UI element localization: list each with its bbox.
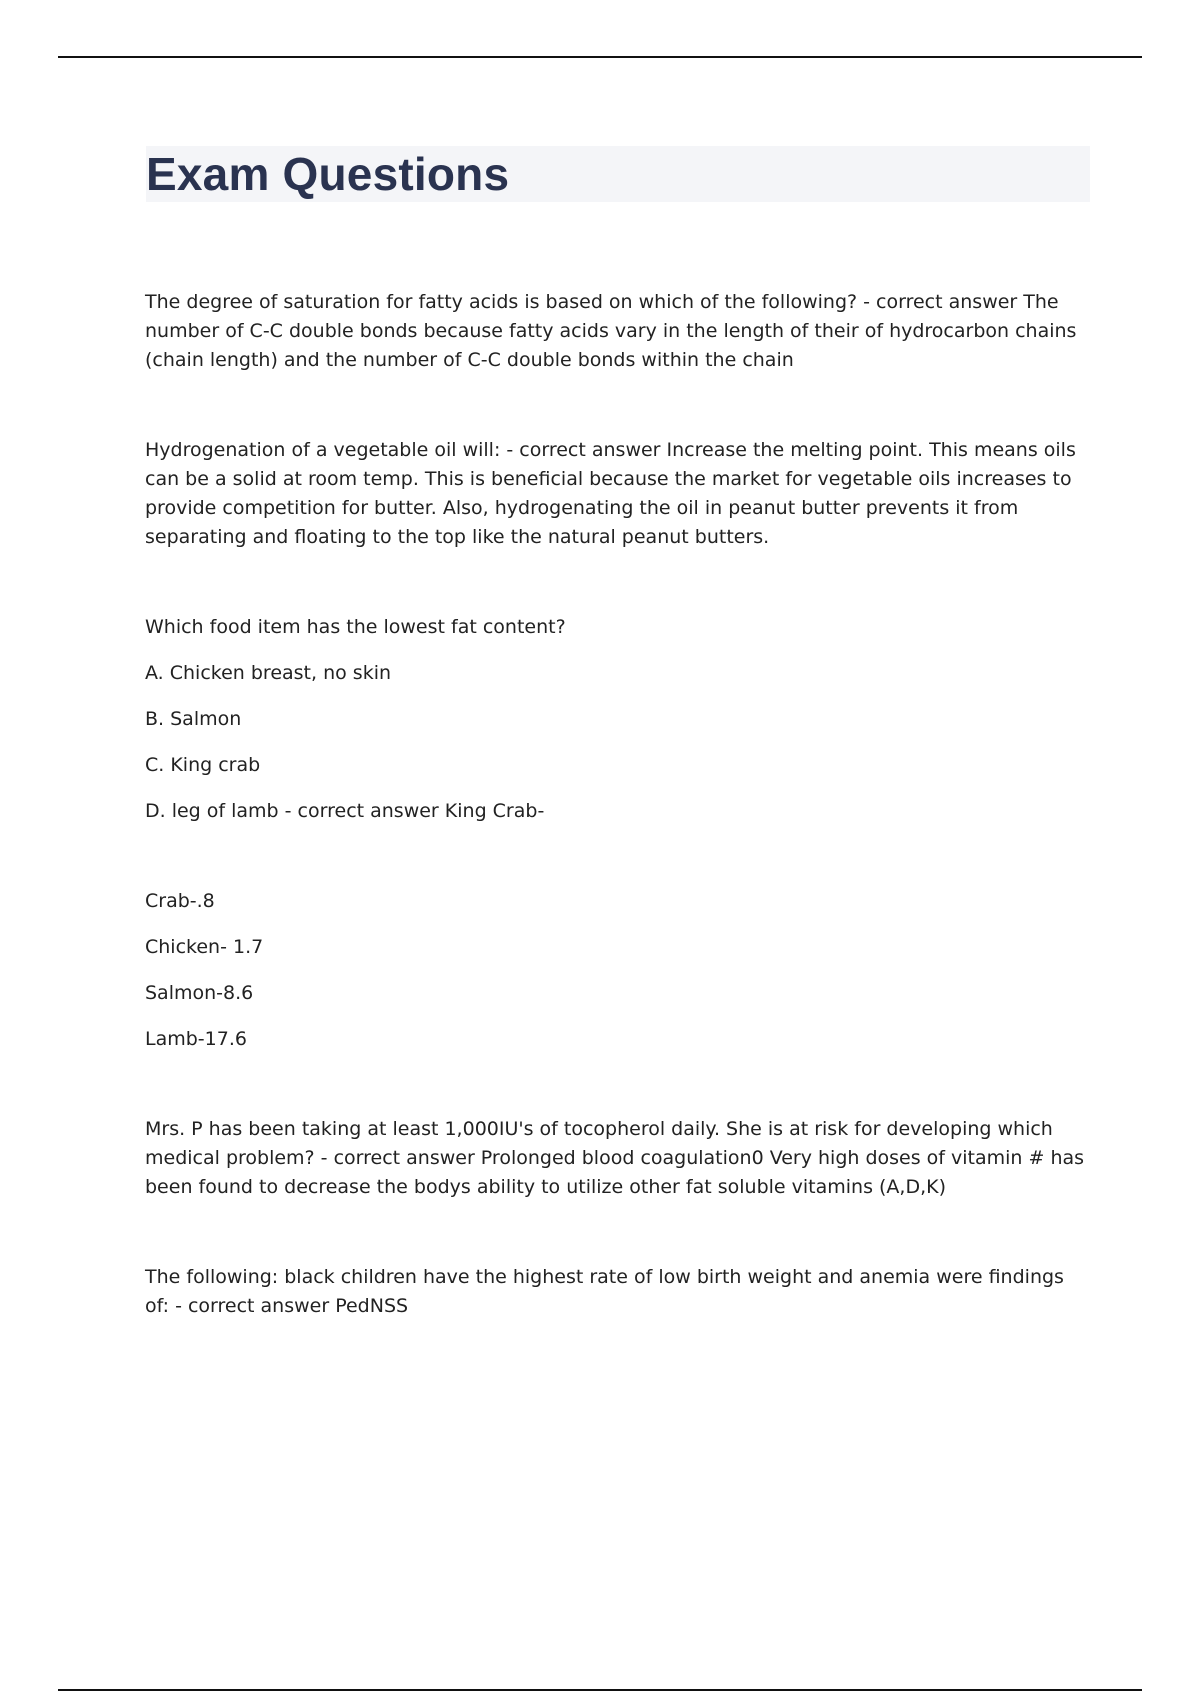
- bottom-rule: [58, 1689, 1142, 1691]
- question-4: Mrs. P has been taking at least 1,000IU's of tocopherol daily. She is at risk for developing which medical problem? - correct answer Prolonged blood coagulation0 Very high doses of vitamin # has been found to decrease the bodys ability to utilize other fat soluble vitamins (A,D,K): [145, 1118, 1085, 1198]
- question-5: The following: black children have the highest rate of low birth weight and anemia were findings of: - correct answer PedNSS: [145, 1266, 1064, 1317]
- question-3: Which food item has the lowest fat content?: [145, 616, 566, 638]
- value-salmon: Salmon-8.6: [145, 982, 254, 1004]
- value-lamb: Lamb-17.6: [145, 1028, 247, 1050]
- option-b: B. Salmon: [145, 708, 242, 730]
- option-a: A. Chicken breast, no skin: [145, 662, 392, 684]
- value-chicken: Chicken- 1.7: [145, 936, 264, 958]
- question-2: Hydrogenation of a vegetable oil will: - correct answer Increase the melting point. This means oils can be a solid at room temp. This is beneficial because the market for vegetable oils increases to provide competition for butter. Also, hydrogenating the oil in peanut butter prevents it from separating and floating to the top like the natural peanut butters.: [145, 439, 1076, 548]
- document-body: [145, 288, 1090, 1321]
- page-title: Exam Questions: [146, 148, 510, 200]
- option-c: C. King crab: [145, 754, 261, 776]
- top-rule: [58, 56, 1142, 58]
- question-1: The degree of saturation for fatty acids is based on which of the following? - correct answer The number of C-C double bonds because fatty acids vary in the length of their of hydrocarbon chains (chain length) and the number of C-C double bonds within the chain: [145, 291, 1077, 371]
- option-d: D. leg of lamb - correct answer King Crab-: [145, 800, 545, 822]
- value-crab: Crab-.8: [145, 890, 215, 912]
